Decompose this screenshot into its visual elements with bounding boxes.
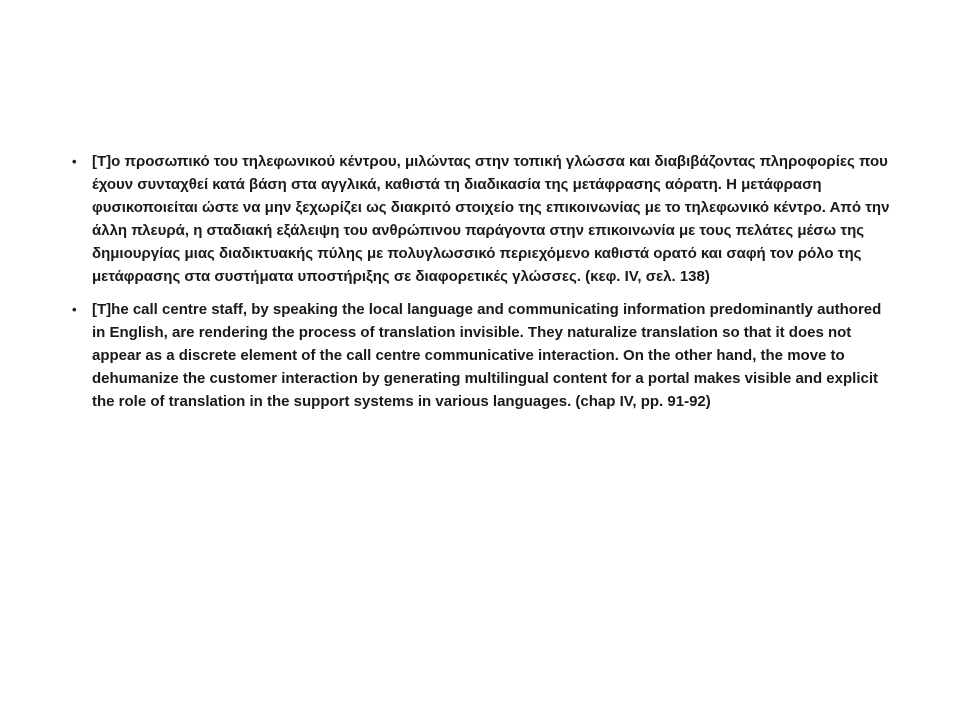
quote-bullet-list [70, 150, 890, 423]
greek-quote-bullet [70, 150, 890, 288]
english-quote-text: [T]he call centre staff, by speaking the local language and communicating information predominantly authored in English, are rendering the process of translation invisible. They naturalize translation so that it does not appear as a discrete element of the call centre communicative interaction. On the other hand, the move to dehumanize the customer interaction by generating multilingual content for a portal makes visible and explicit the role of translation in the support systems in various languages. (chap IV, pp. 91-92) [92, 301, 882, 410]
bullet-marker: • [72, 302, 77, 317]
english-quote-bullet [70, 298, 890, 413]
bullet-marker: • [72, 154, 77, 169]
greek-quote-text: [Τ]ο προσωπικό του τηλεφωνικού κέντρου, μιλώντας στην τοπική γλώσσα και διαβιβάζοντας πληροφορίες που έχουν συνταχθεί κατά βάση στα αγγλικά, καθιστά τη διαδικασία της μετάφρασης αόρατη. Η μετάφραση φυσικοποιείται ώστε να μην ξεχωρίζει ως διακριτό στοιχείο της επικοινωνίας με το τηλεφωνικό κέντρο. Από την άλλη πλευρά, η σταδιακή εξάλειψη του ανθρώπινου παράγοντα στην επικοινωνία με τους πελάτες μέσω της δημιουργίας μιας διαδικτυακής πύλης με πολυγλωσσικό περιεχόμενο καθιστά ορατό και σαφή τον ρόλο της μετάφρασης στα συστήματα υποστήριξης σε διαφορετικές γλώσσες. (κεφ. IV, σελ. 138) [92, 153, 890, 285]
